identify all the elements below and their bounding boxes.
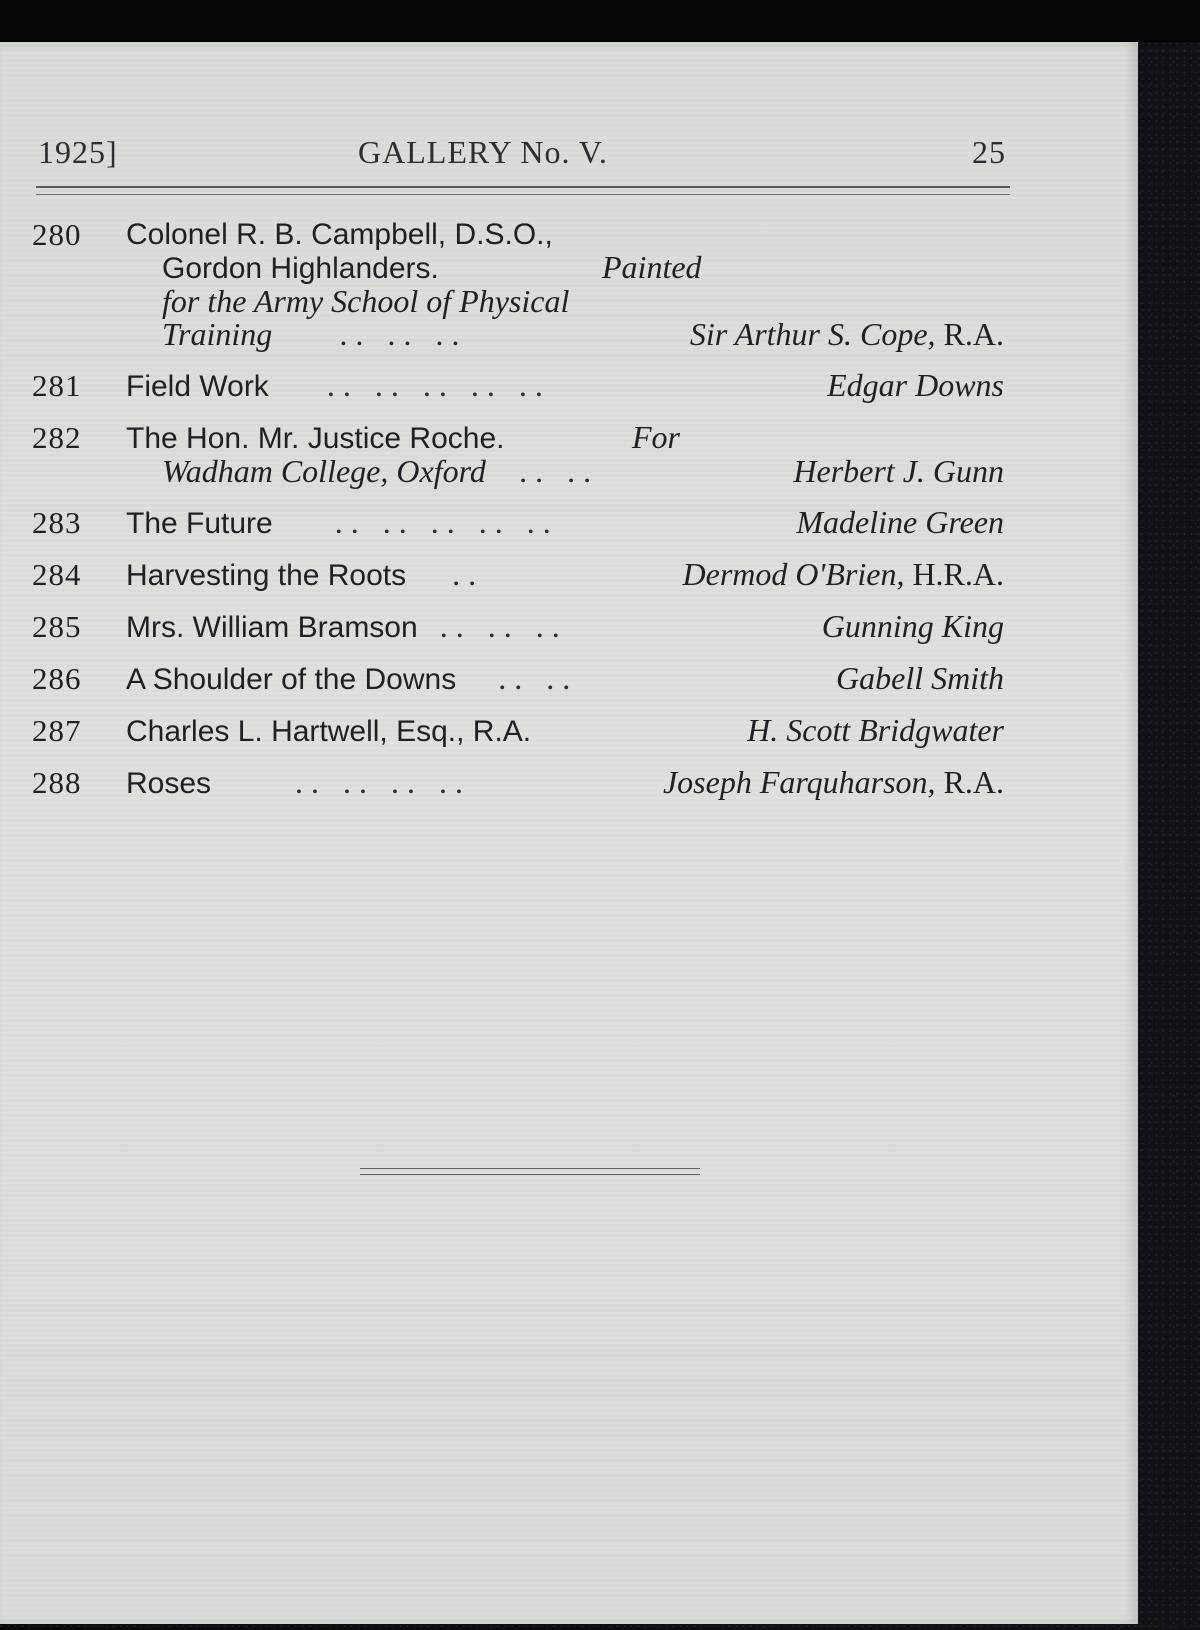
entry-number: 283 (32, 505, 82, 540)
closing-rule (360, 1168, 700, 1175)
leader-dots: .. (452, 556, 485, 592)
leader-dots: .. .. .. (340, 316, 469, 352)
artist-name: Gunning King (821, 608, 1004, 644)
entry-line (126, 610, 1012, 644)
leader-dots: .. .. .. .. .. (334, 504, 559, 540)
entry-line (126, 506, 1012, 540)
entry-note-start: Painted (602, 249, 702, 285)
entry-title: Colonel R. B. Campbell, D.S.O., (126, 218, 553, 251)
artist-name: Edgar Downs (827, 367, 1004, 403)
entry-number: 285 (32, 609, 82, 644)
catalogue-entry-284 (32, 558, 1012, 592)
leader-dots: .. .. .. .. (295, 764, 472, 800)
artist-name (663, 766, 1004, 799)
catalogue-entry-282 (32, 421, 1012, 488)
entry-line (126, 662, 1012, 696)
entry-title: Harvesting the Roots (126, 559, 407, 592)
artist-name: H. Scott Bridgwater (747, 712, 1004, 748)
entry-note-line-3 (162, 285, 1012, 318)
leader-dots: .. .. (519, 453, 600, 489)
leader-dots: .. .. (498, 660, 579, 696)
leader-dots: .. .. .. (439, 608, 568, 644)
entry-title-line-2 (162, 251, 1012, 285)
entry-number: 281 (32, 368, 82, 403)
artist-name-text: Dermod O'Brien, (682, 556, 905, 592)
entry-number: 286 (32, 661, 82, 696)
catalogue-entry-287 (32, 714, 1012, 748)
entry-title: Roses (126, 767, 212, 800)
entry-number: 288 (32, 765, 82, 800)
catalogue-entry-285 (32, 610, 1012, 644)
entry-number: 280 (32, 217, 82, 252)
artist-name-text: Sir Arthur S. Cope, (689, 316, 936, 352)
scan-top-edge (0, 0, 1200, 42)
entry-note-end: Training (162, 316, 273, 352)
artist-name-text: Joseph Farquharson, (662, 764, 936, 800)
catalogue-page (0, 42, 1138, 1624)
entry-title: Mrs. William Bramson (126, 611, 418, 644)
entry-line (126, 369, 1012, 403)
header-rule (36, 186, 1010, 195)
artist-name (690, 318, 1004, 351)
entry-number: 284 (32, 557, 82, 592)
entry-note-line-2 (162, 455, 1012, 488)
entry-note-start: For (632, 419, 680, 455)
artist-suffix: R.A. (943, 764, 1004, 800)
artist-suffix: R.A. (943, 316, 1004, 352)
entry-title: Field Work (126, 370, 269, 403)
entry-title-line-1 (126, 218, 1012, 251)
page-number: 25 (972, 134, 1006, 170)
entry-note-line-4 (162, 318, 1012, 351)
gallery-title: GALLERY No. V. (358, 134, 608, 170)
entry-title: The Hon. Mr. Justice Roche. (126, 422, 505, 455)
catalogue-entry-288 (32, 766, 1012, 800)
entry-number: 287 (32, 713, 82, 748)
page-header (38, 134, 1006, 180)
catalogue-entry-283 (32, 506, 1012, 540)
entry-title: The Future (126, 507, 273, 540)
artist-suffix: H.R.A. (912, 556, 1004, 592)
artist-name: Herbert J. Gunn (793, 453, 1004, 489)
entry-note: for the Army School of Physical (162, 283, 570, 319)
entry-line (126, 558, 1012, 592)
entry-title: A Shoulder of the Downs (126, 663, 457, 696)
leader-dots: .. .. .. .. .. (326, 367, 551, 403)
entry-note: Wadham College, Oxford (162, 453, 486, 489)
catalogue-entry-280 (32, 218, 1012, 351)
header-year: 1925] (38, 134, 118, 170)
entry-title-continuation: Gordon Highlanders. (162, 252, 439, 285)
catalogue-entry-286 (32, 662, 1012, 696)
entry-line (126, 766, 1012, 800)
entry-number: 282 (32, 420, 82, 455)
entry-title: Charles L. Hartwell, Esq., R.A. (126, 715, 532, 748)
artist-name: Madeline Green (796, 504, 1004, 540)
artist-name (683, 558, 1004, 591)
catalogue-entries (32, 218, 1012, 818)
artist-name: Gabell Smith (836, 660, 1004, 696)
catalogue-entry-281 (32, 369, 1012, 403)
entry-line (126, 714, 1012, 748)
entry-title-line-1 (126, 421, 1012, 455)
